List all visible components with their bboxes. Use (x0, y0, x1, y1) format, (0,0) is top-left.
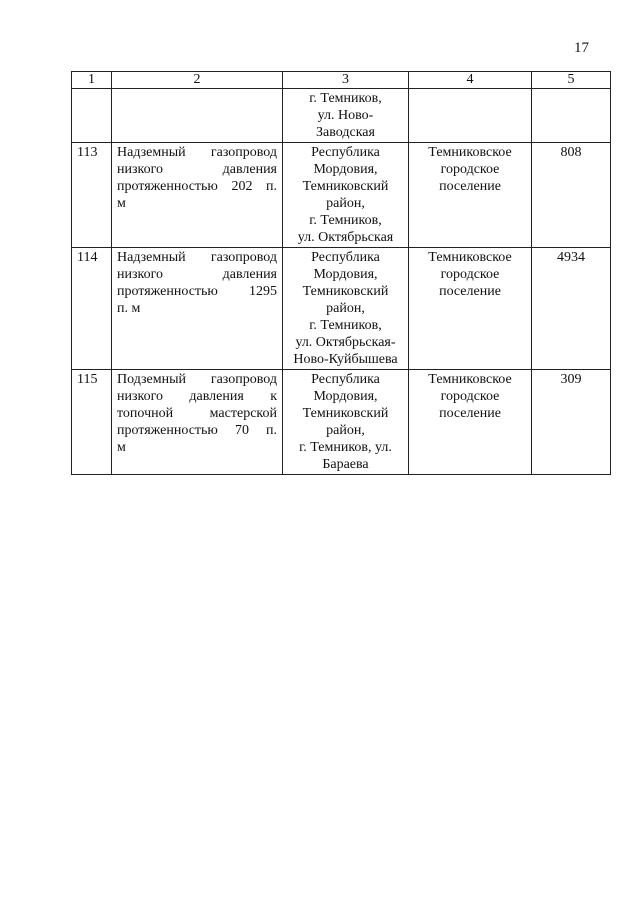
address-line: Ново-Куйбышева (293, 352, 398, 367)
address-line: Заводская (316, 125, 375, 140)
owner-line: поселение (439, 284, 501, 299)
address-cell (283, 143, 409, 248)
length-cell: 4934 (532, 248, 611, 370)
object-name-cell (112, 143, 283, 248)
owner-line: городское (440, 162, 500, 177)
table-row (72, 370, 611, 475)
row-number: 115 (72, 370, 112, 475)
name-line: протяженностью 1295 (117, 284, 277, 299)
owner-line: городское (440, 267, 500, 282)
continuation-num-cell (72, 89, 112, 143)
continuation-name-cell (112, 89, 283, 143)
object-name-cell (112, 248, 283, 370)
address-line: ул. Октябрьская (297, 230, 394, 245)
address-line: Бараева (322, 457, 369, 472)
owner-line: поселение (439, 179, 501, 194)
address-line: район, (326, 301, 365, 316)
address-line: Республика (311, 250, 380, 265)
address-line: Республика (311, 145, 380, 160)
name-line: п. м (117, 301, 141, 316)
name-line: м (117, 196, 126, 211)
owner-line: Темниковское (428, 372, 512, 387)
name-line: протяженностью 70 п. (117, 423, 277, 438)
name-line: низкого давления (117, 267, 277, 282)
owner-cell (409, 143, 532, 248)
gas-pipeline-registry-table (71, 71, 611, 475)
length-cell: 808 (532, 143, 611, 248)
table-row (72, 143, 611, 248)
name-line: Надземный газопровод (117, 145, 277, 160)
continuation-row (72, 89, 611, 143)
address-line: Мордовия, (313, 162, 378, 177)
address-line: ул. Ново- (317, 108, 374, 123)
name-line: низкого давления (117, 162, 277, 177)
address-line: г. Темников, (309, 213, 382, 228)
header-row (72, 72, 611, 89)
table-header (72, 72, 611, 89)
address-line: Республика (311, 372, 380, 387)
row-number: 114 (72, 248, 112, 370)
header-col-5: 5 (532, 72, 611, 89)
header-col-2: 2 (112, 72, 283, 89)
name-line: Подземный газопровод (117, 372, 277, 387)
header-col-4: 4 (409, 72, 532, 89)
address-line: г. Темников, (309, 91, 382, 106)
name-line: низкого давления к (117, 389, 277, 404)
address-cell (283, 370, 409, 475)
table-body (72, 89, 611, 475)
row-number: 113 (72, 143, 112, 248)
page-number: 17 (574, 40, 589, 56)
name-line: м (117, 440, 126, 455)
address-line: ул. Октябрьская- (295, 335, 396, 350)
name-line: Надземный газопровод (117, 250, 277, 265)
address-line: г. Темников, ул. (299, 440, 392, 455)
owner-cell (409, 248, 532, 370)
owner-line: поселение (439, 406, 501, 421)
name-line: протяженностью 202 п. (117, 179, 277, 194)
owner-line: городское (440, 389, 500, 404)
owner-line: Темниковское (428, 145, 512, 160)
address-line: Мордовия, (313, 389, 378, 404)
length-cell: 309 (532, 370, 611, 475)
continuation-address-cell (283, 89, 409, 143)
address-line: Темниковский (302, 284, 389, 299)
object-name-cell (112, 370, 283, 475)
table-row (72, 248, 611, 370)
address-line: район, (326, 423, 365, 438)
header-col-3: 3 (283, 72, 409, 89)
continuation-owner-cell (409, 89, 532, 143)
address-line: район, (326, 196, 365, 211)
owner-line: Темниковское (428, 250, 512, 265)
header-col-1: 1 (72, 72, 112, 89)
continuation-length-cell (532, 89, 611, 143)
address-line: г. Темников, (309, 318, 382, 333)
name-line: топочной мастерской (117, 406, 277, 421)
address-line: Темниковский (302, 179, 389, 194)
address-line: Темниковский (302, 406, 389, 421)
address-cell (283, 248, 409, 370)
address-line: Мордовия, (313, 267, 378, 282)
owner-cell (409, 370, 532, 475)
